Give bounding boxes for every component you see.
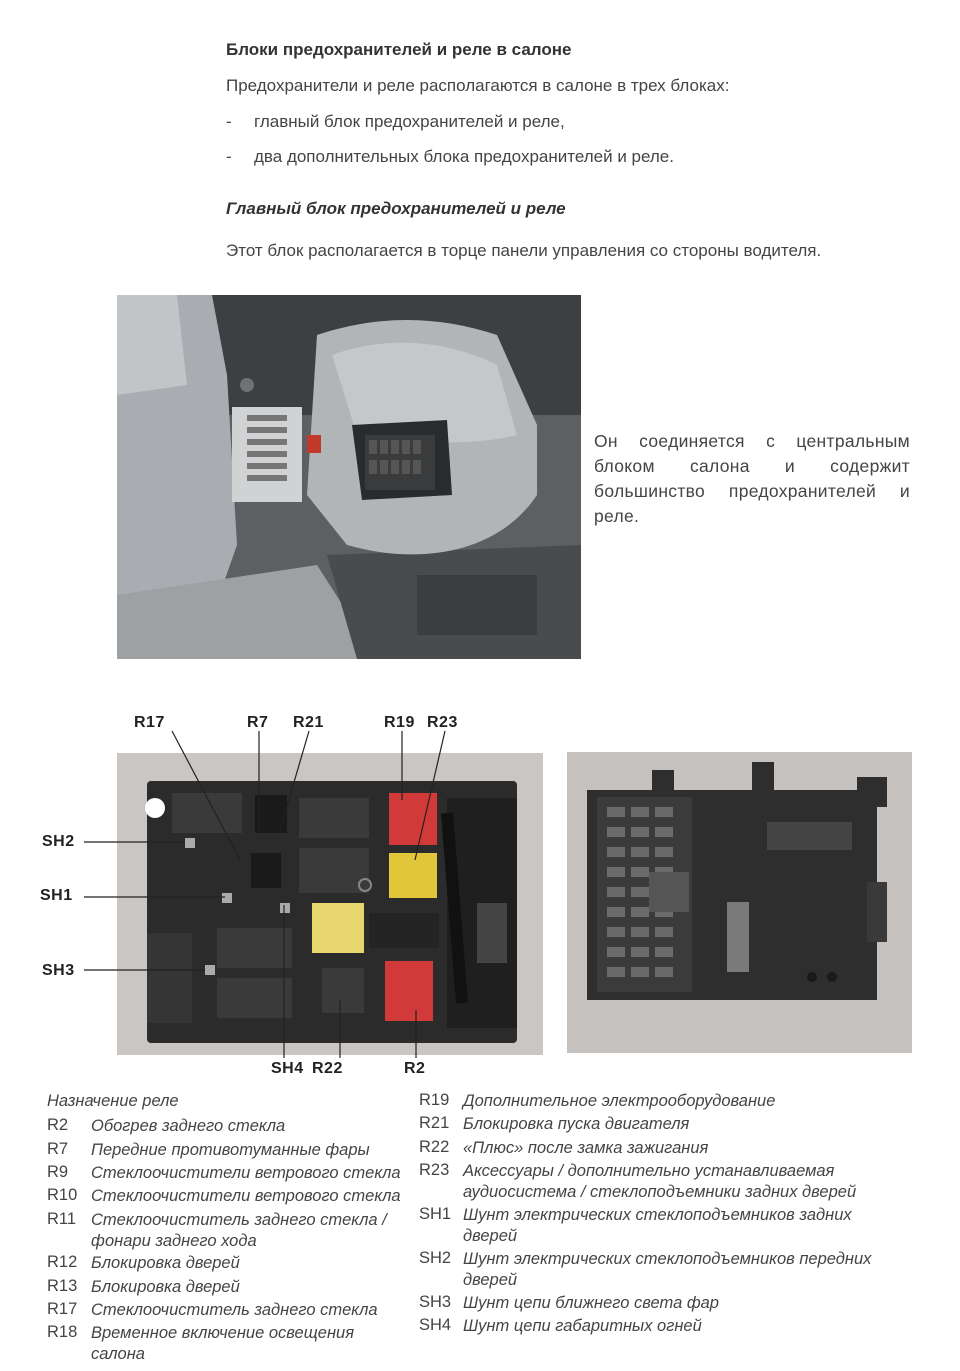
relay-row: [419, 1249, 909, 1291]
relay-code: R10: [47, 1186, 78, 1204]
relay-desc: Стеклоочистители ветрового стекла: [91, 1187, 401, 1205]
bullet-text: два дополнительных блока предохранителей и реле.: [254, 147, 674, 166]
relay-code: SH2: [419, 1249, 452, 1267]
relay-code: R9: [47, 1163, 69, 1181]
relay-desc: Аксессуары / дополнительно устанавливаемая аудиосистема / стеклоподъемники задних дверей: [463, 1162, 857, 1201]
relay-desc: Стеклоочиститель заднего стекла / фонари заднего хода: [91, 1211, 387, 1250]
relay-desc: «Плюс» после замка зажигания: [463, 1139, 709, 1157]
relay-code: R22: [419, 1138, 450, 1156]
relay-code: SH4: [419, 1316, 452, 1334]
relay-desc: Блокировка дверей: [91, 1254, 240, 1272]
connection-description: Он соединяется с центральным блоком салона и содержит большинство предохранителей и реле.: [594, 431, 910, 526]
relay-desc: Стеклоочиститель заднего стекла: [91, 1301, 378, 1319]
bullet-marker: -: [226, 112, 232, 131]
relay-code: SH1: [419, 1205, 452, 1223]
relay-desc: Шунт цепи ближнего света фар: [463, 1294, 719, 1312]
relay-row: [419, 1161, 899, 1203]
relay-row: [419, 1138, 899, 1159]
relay-code: R7: [47, 1140, 69, 1158]
relay-desc: Блокировка пуска двигателя: [463, 1115, 690, 1133]
relay-row: [419, 1205, 889, 1247]
relay-code: R11: [47, 1210, 77, 1228]
callout-sh4: SH4: [271, 1060, 304, 1077]
relay-row: [47, 1210, 402, 1252]
relay-code: R23: [419, 1161, 450, 1179]
relay-row: [419, 1114, 899, 1135]
callout-sh1: SH1: [40, 887, 73, 904]
relay-row: [47, 1323, 392, 1365]
location-text: Этот блок располагается в торце панели управления со стороны водителя.: [226, 241, 822, 260]
relay-code: R12: [47, 1253, 78, 1271]
relay-row: [419, 1316, 899, 1337]
callout-sh3: SH3: [42, 962, 75, 979]
relay-row: [419, 1293, 899, 1314]
relay-code: R13: [47, 1277, 78, 1295]
relay-row: [47, 1140, 407, 1161]
relay-code: R21: [419, 1114, 450, 1132]
callout-r21: R21: [293, 714, 324, 731]
relay-code: R19: [419, 1091, 450, 1109]
legend-title: Назначение реле: [47, 1092, 179, 1110]
relay-row: [47, 1186, 407, 1207]
relay-code: R2: [47, 1116, 69, 1134]
section-subheading: Главный блок предохранителей и реле: [226, 199, 566, 218]
relay-row: [47, 1277, 407, 1298]
relay-desc: Временное включение освещения салона: [91, 1324, 355, 1363]
relay-desc: Передние противотуманные фары: [91, 1141, 370, 1159]
relay-row: [47, 1116, 407, 1137]
relay-code: SH3: [419, 1293, 452, 1311]
relay-desc: Дополнительное электрооборудование: [463, 1092, 776, 1110]
callout-r23: R23: [427, 714, 458, 731]
bullet-marker: -: [226, 147, 232, 166]
bullet-text: главный блок предохранителей и реле,: [254, 112, 565, 131]
relay-row: [47, 1300, 407, 1321]
relay-code: R18: [47, 1323, 78, 1341]
relay-code: R17: [47, 1300, 78, 1318]
intro-text: Предохранители и реле располагаются в салоне в трех блоках:: [226, 76, 730, 95]
relay-row: [47, 1253, 407, 1274]
callout-r17: R17: [134, 714, 165, 731]
relay-desc: Шунт электрических стеклоподъемников задних дверей: [463, 1206, 852, 1245]
relay-desc: Блокировка дверей: [91, 1278, 240, 1296]
callout-r7: R7: [247, 714, 269, 731]
callout-r19: R19: [384, 714, 415, 731]
page-heading: Блоки предохранителей и реле в салоне: [226, 40, 572, 59]
relay-row: [419, 1091, 899, 1112]
callout-sh2: SH2: [42, 833, 75, 850]
callout-r22: R22: [312, 1060, 343, 1077]
relay-desc: Обогрев заднего стекла: [91, 1117, 286, 1135]
relay-desc: Шунт цепи габаритных огней: [463, 1317, 702, 1335]
callout-r2: R2: [404, 1060, 426, 1077]
relay-desc: Стеклоочистители ветрового стекла: [91, 1164, 401, 1182]
relay-desc: Шунт электрических стеклоподъемников передних дверей: [463, 1250, 872, 1289]
relay-row: [47, 1163, 407, 1184]
